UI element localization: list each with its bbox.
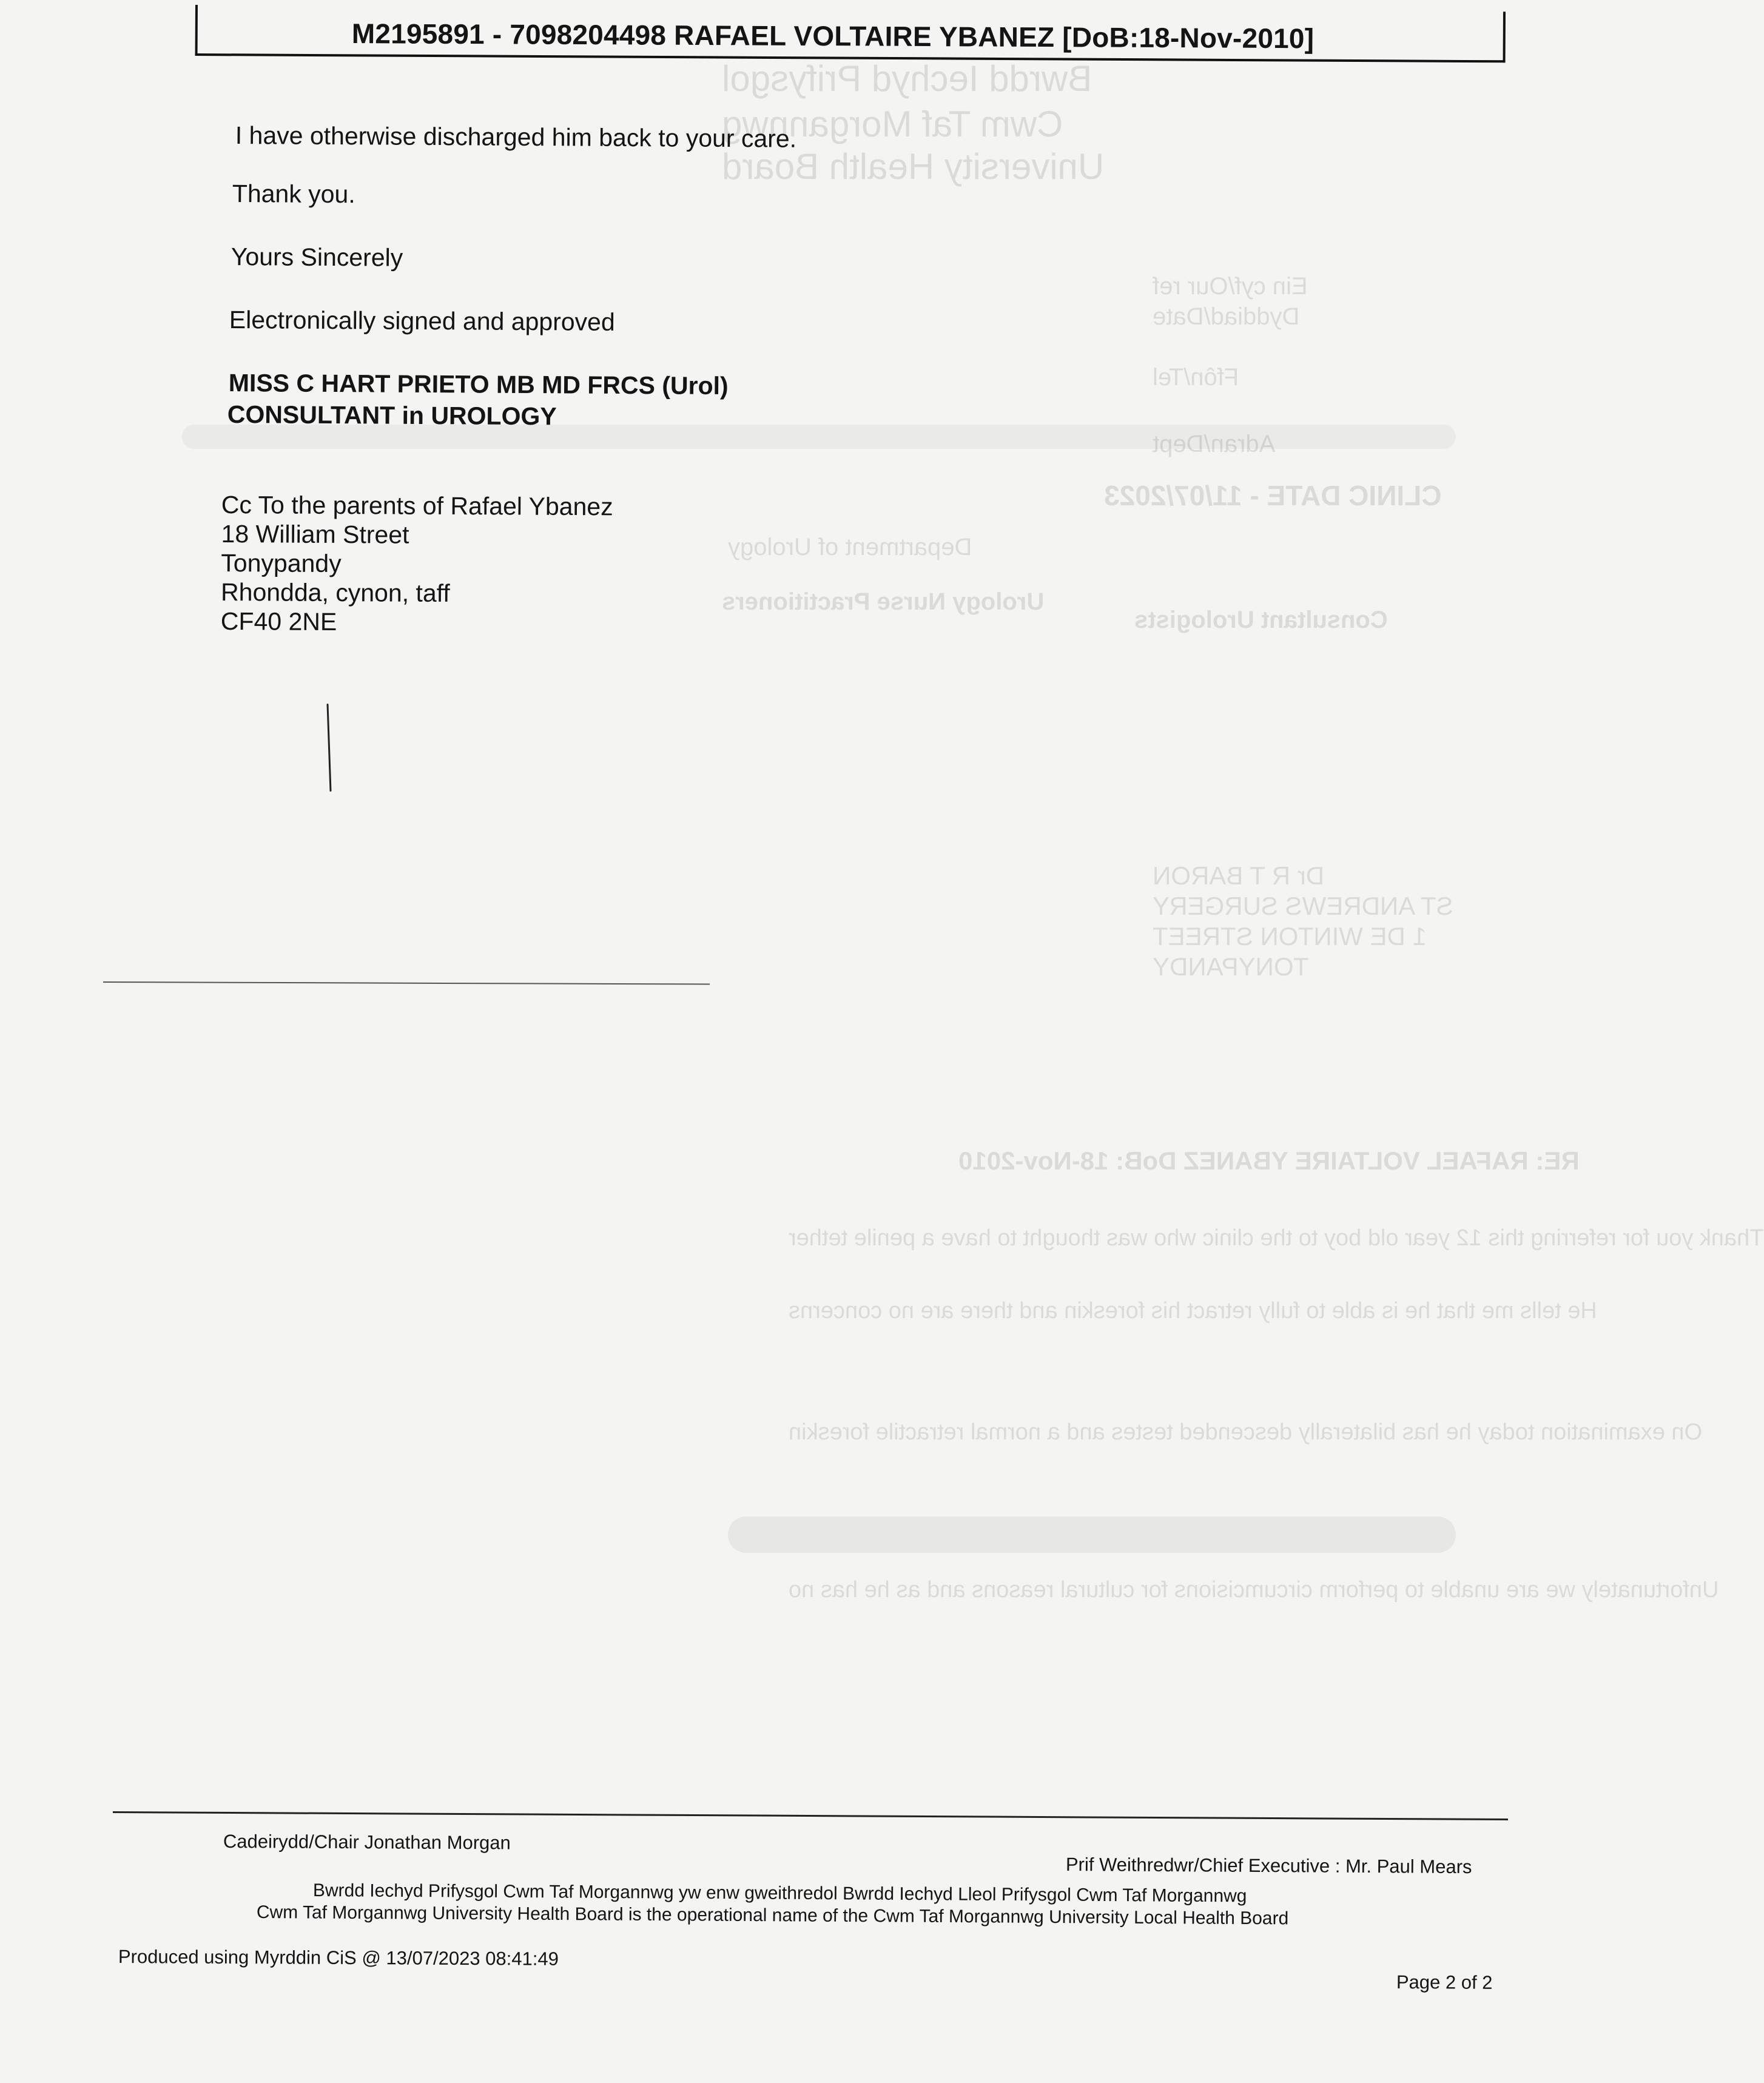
discharge-sentence: I have otherwise discharged him back to your care.	[235, 121, 797, 153]
cc-line: 18 William Street	[221, 519, 409, 549]
footer-chair: Cadeirydd/Chair Jonathan Morgan	[223, 1831, 511, 1854]
signatory-name: MISS C HART PRIETO MB MD FRCS (Urol)	[228, 369, 729, 400]
footer-rule	[113, 1811, 1508, 1820]
cc-line: Rhondda, cynon, taff	[220, 577, 450, 607]
page-number: Page 2 of 2	[1396, 1971, 1493, 1993]
cc-line: CF40 2NE	[220, 607, 337, 636]
signature-note: Electronically signed and approved	[229, 306, 615, 336]
produced-timestamp: Produced using Myrddin CiS @ 13/07/2023 08:41:49	[118, 1946, 559, 1970]
footer-english-notice: Cwm Taf Morgannwg University Health Board is the operational name of the Cwm Taf Morgannwg University Local Health Board	[256, 1902, 1289, 1929]
cc-address	[221, 490, 613, 638]
thank-you: Thank you.	[232, 180, 355, 209]
cc-line: Cc To the parents of Rafael Ybanez	[221, 491, 613, 521]
patient-header: M2195891 - 7098204498 RAFAEL VOLTAIRE YBANEZ [DoB:18-Nov-2010]	[351, 17, 1315, 55]
closing-salutation: Yours Sincerely	[231, 243, 403, 272]
pen-mark	[326, 704, 331, 792]
fold-shadow	[728, 1516, 1456, 1553]
fold-line	[103, 981, 710, 984]
footer-welsh-notice: Bwrdd Iechyd Prifysgol Cwm Taf Morgannwg yw enw gweithredol Bwrdd Iechyd Lleol Prifysgol Cwm Taf Morgannwg	[312, 1880, 1247, 1906]
cc-line: Tonypandy	[221, 548, 342, 578]
footer-chief-executive: Prif Weithredwr/Chief Executive : Mr. Paul Mears	[1065, 1854, 1472, 1878]
signatory-title: CONSULTANT in UROLOGY	[227, 400, 557, 431]
letter-page: Bwrdd Iechyd Prifysgol Cwm Taf Morgannwg University Health Board Ein cyf/Our ref Dyddiad/Date Ffôn/Tel Adran/Dept CLINIC DATE - 11/07/2023 Department of Urology Consultant Urologists Urology Nurse Practitioners Dr R T BARON ST ANDREWS SURGERY 1 DE WINTON STREET TONYPANDY RE: RAFAEL VOLTAIRE YBANEZ DoB: 18-Nov-2010 Thank you for referring this 12 year old boy to the clinic who was thought to have a penile tether He tells me that he is able to fully retract his foreskin and there are no concerns On examination today he has bilaterally descended testes and a normal retractile foreskin Unfortunately we are unable to perform circumcisions for cultural reasons and as he has no M2195891 - 7098204498 RAFAEL VOLTAIRE YBANEZ [DoB:18-Nov-2010] I have otherwise discharged him back to your care. Thank you. Yours Sincerely Electronically signed and approved MISS C HART PRIETO MB MD FRCS (Urol) CONSULTANT in UROLOGY Cc To the parents of Rafael Ybanez 18 William Street Tonypandy Rhondda, cynon, taff CF40 2NE Cadeirydd/Chair Jonathan Morgan Prif Weithredwr/Chief Executive : Mr. Paul Mears Bwrdd Iechyd Prifysgol Cwm Taf Morgannwg yw enw gweithredol Bwrdd Iechyd Lleol Prifysgol Cwm Taf Morgannwg Cwm Taf Morgannwg University Health Board is the operational name of the Cwm Taf Morgannwg University Local Health Board Produced using Myrddin CiS @ 13/07/2023 08:41:49 Page 2 of 2	[0, 0, 1504, 2083]
